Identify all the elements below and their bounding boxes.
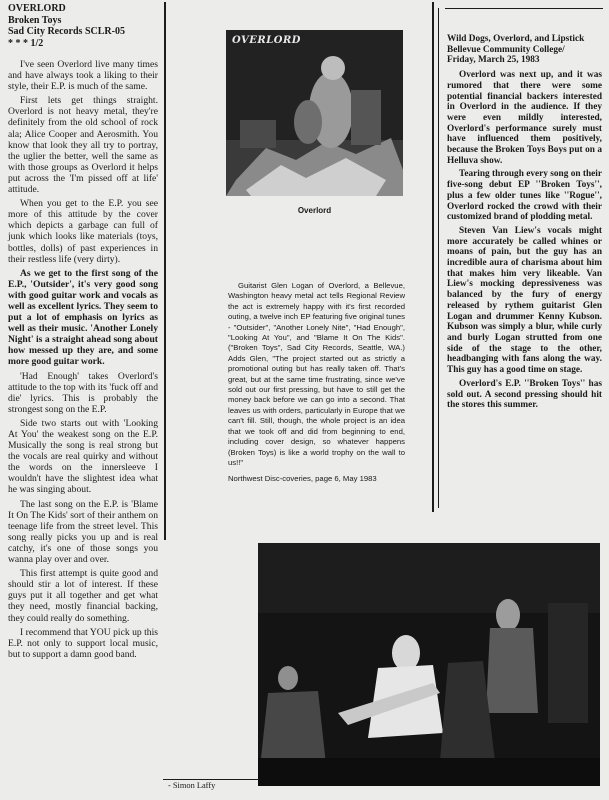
review-title: OVERLORD	[8, 3, 66, 14]
top-right-rule	[445, 8, 603, 9]
right-column-rule-inner	[438, 8, 439, 508]
review-paragraph: First lets get things straight. Overlord is not heavy metal, they're definitely from the old school of rock ala; Alice Cooper and Aerosmith. You know that look they all try to portray, the uglier the better, well the same as with those groups as Overlord it helps put across the 'I'm pissed off at life' attitude.	[8, 95, 158, 196]
album-caption: Overlord	[297, 206, 332, 215]
right-column-rule	[432, 2, 434, 512]
right-review-heading-line: Bellevue Community College/	[447, 44, 565, 55]
review-label: Sad City Records SCLR-05	[8, 26, 125, 37]
review-paragraph: I recommend that YOU pick up this E.P. not only to support local music, but to support a damn good band.	[8, 626, 158, 660]
sidebar-blurb	[228, 281, 405, 491]
right-review-heading-line: Wild Dogs, Overlord, and Lipstick	[447, 34, 585, 44]
album-cover-art-icon	[226, 30, 403, 196]
review-paragraph: When you get to the E.P. you see more of this attitude by the cover which depicts a garbage can full of junk which looks like materials (toys, bottles, dolls) of past experiences in their restless life (very dirty).	[8, 198, 158, 265]
right-review-paragraph: Tearing through every song on their five-song debut EP ''Broken Toys'', plus a few older tunes like ''Rogue'', Overlord rocked the crowd with their customized brand of plodding metal.	[447, 169, 602, 223]
right-review-heading	[447, 34, 602, 66]
review-rating: * * * 1/2	[8, 37, 44, 49]
right-review-paragraph: Overlord was next up, and it was rumored that there were some potential financial backers interested in Overlord in the audience. If they were even mildly interested, Overlord's performance surely must have influenced them positively, because the Broken Toys Boys put on a Helluva show.	[447, 70, 602, 166]
review-paragraph: I've seen Overlord live many times and have always took a liking to their style, their E.P. is much of the same.	[8, 59, 158, 93]
left-review	[8, 3, 158, 663]
right-review	[447, 34, 602, 414]
album-cover-logo: OVERLORD	[232, 35, 301, 46]
left-column-rule	[164, 2, 166, 540]
review-paragraph: As we get to the first song of the E.P., 'Outsider', it's very good song with good guitar work and vocals as well as excellent lyrics. They seem to put a lot of emphasis on lyrics as well as their music. 'Another Lonely Night' is a straight ahead song about how messed up they are, and some more good guitar work.	[8, 267, 158, 368]
right-review-paragraph: Steven Van Liew's vocals might more accurately be called whines or moans of pain, but the guy has an incredible aura of charisma about him that makes him very likeable. Van Liew's mocking depressiveness was balanced by the fury of energy released by rythem guitarist Glen Logan and drummer Kenny Kubson. Kubson was simply a blur, while curly and burly Logan strutted from one side of the stage to the other, headbanging with fans along the way. This guy has a good time on stage.	[447, 225, 602, 376]
right-review-heading-line: Friday, March 25, 1983	[447, 55, 540, 66]
review-body	[8, 59, 158, 660]
right-review-paragraph: Overlord's E.P. ''Broken Toys'' has sold out. A second pressing should hit the stores this summer.	[447, 378, 602, 411]
review-paragraph: This first attempt is quite good and should stir a lot of interest. If these guys put it all together and get what they need, mostly financial backing, they could really do something.	[8, 568, 158, 624]
signature-rule	[163, 779, 259, 780]
review-paragraph: Side two starts out with 'Looking At You' the weakest song on the E.P. Musically the song is real strong but the vocals are real quirky and without the words on the innersleeve I wouldn't have the slightest idea what he was singing about.	[8, 417, 158, 496]
review-paragraph: 'Had Enough' takes Overlord's attitude to the top with its 'fuck off and die' lyrics. This is probably the strongest song on the E.P.	[8, 370, 158, 415]
review-signature: - Simon Laffy	[168, 781, 216, 790]
band-photo-image	[258, 543, 600, 786]
band-live-photo-icon	[258, 543, 600, 786]
right-review-body	[447, 70, 602, 411]
sidebar-source: Northwest Disc-coveries, page 6, May 1983	[228, 474, 377, 484]
sidebar-paragraph: Guitarist Glen Logan of Overlord, a Bellevue, Washington heavy metal act tells Regional Review the act is extremely happy with it's first recorded outing, a twelve inch EP featuring five original tunes - "Outsider", "Another Lonely Nite", "Had Enough", "Looking At You", and "Blame It On The Kids". ("Broken Toys", Sad City Records, Seattle, WA.) Adds Glen, "The project started out as strictly a promotional outing but has really taken off. That's great, but at the same time frustrating, since we've sold out our first pressing, but have to still get the money back before we can go into a second. That leaves us with orders, particularly in Europe that we can't fill. Still, though, the whole project is an idea that we took off and did from beginning to end, including cover design, so whatever happens (Broken Toys) is like a world trophy on the wall to us!!"	[228, 281, 405, 467]
review-paragraph: The last song on the E.P. is 'Blame It On The Kids' sort of their anthem on teenage life from the street level. This song really picks you up and is real catchy, it's one of those songs you wanna play over and over.	[8, 498, 158, 566]
album-cover-image	[226, 30, 403, 196]
review-band-release: Broken Toys	[8, 14, 62, 26]
